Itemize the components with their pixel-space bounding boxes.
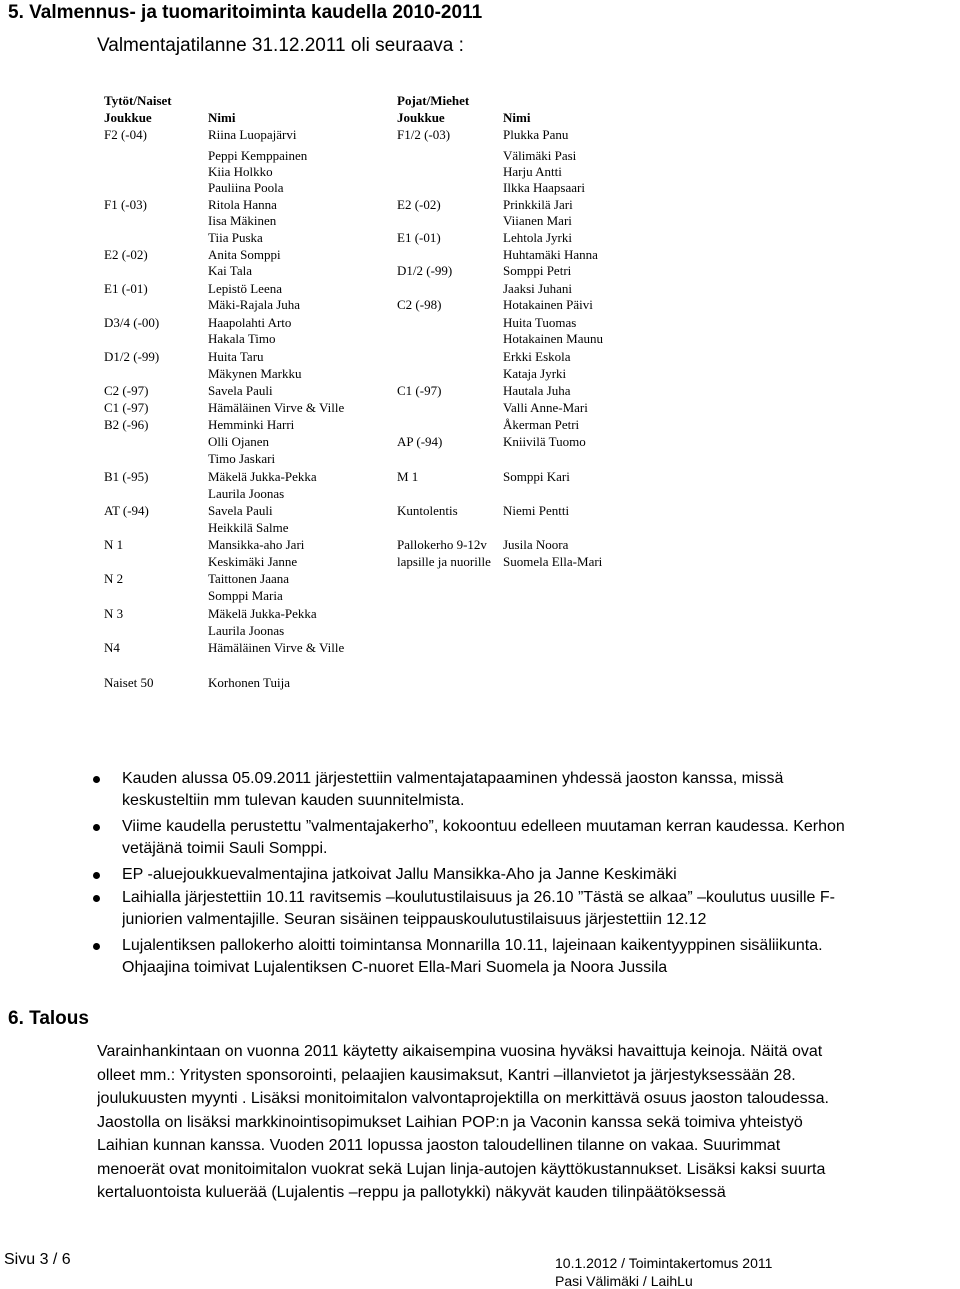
section-6-title: 6. Talous	[8, 1008, 89, 1029]
left-row-name: Hämäläinen Virve & Ville	[208, 640, 345, 655]
left-name-header: Nimi	[208, 110, 236, 125]
right-row-name: Jaaksi Juhani	[503, 281, 572, 296]
right-row-team: D1/2 (-99)	[397, 263, 453, 278]
left-row-name: Mäkelä Jukka-Pekka	[208, 469, 317, 484]
right-row-name: Hotakainen Maunu	[503, 331, 604, 346]
right-row-name: Prinkkilä Jari	[503, 197, 573, 212]
bullet-text-line: Viime kaudella perustettu ”valmentajakerho”, kokoontuu edelleen muutaman kerran kaudessa. Kerhon	[122, 818, 845, 835]
left-row-team: N 2	[104, 571, 124, 586]
left-row-name: Korhonen Tuija	[208, 675, 290, 690]
right-row-name: Somppi Kari	[503, 469, 570, 484]
section-6-line: menoerät ovat monitoimitalon vuokrat sekä Lujan linja-autojen käyttökustannukset. Lisäksi kaksi suurta	[97, 1160, 826, 1178]
right-row-name: Kniivilä Tuomo	[503, 434, 586, 449]
subtitle: Valmentajatilanne 31.12.2011 oli seuraava :	[97, 35, 464, 56]
right-row-team: E2 (-02)	[397, 197, 441, 212]
left-row-name: Iisa Mäkinen	[208, 213, 277, 228]
right-row-name: Valli Anne-Mari	[503, 400, 588, 415]
section-6-line: kertaluontoista kuluerää (Lujalentis –reppu ja pallotykki) näkyvät kauden tilinpäätöksessä	[97, 1184, 726, 1201]
right-row-name: Huita Tuomas	[503, 315, 577, 330]
left-row-name: Tiia Puska	[208, 230, 263, 245]
left-row-team: E1 (-01)	[104, 281, 148, 296]
left-row-name: Riina Luopajärvi	[208, 127, 297, 142]
right-name-header: Nimi	[503, 110, 531, 125]
bullet-text-line: Kauden alussa 05.09.2011 järjestettiin valmentajatapaaminen yhdessä jaoston kanssa, missä	[122, 770, 784, 787]
right-row-name: Jusila Noora	[503, 537, 569, 552]
bullet-text-line: vetäjänä toimii Sauli Somppi.	[122, 840, 328, 857]
left-row-name: Hakala Timo	[208, 331, 276, 346]
right-row-team: C1 (-97)	[397, 383, 442, 398]
bullet-text-line: juniorien valmentajille. Seuran sisäinen teippauskoulutustilaisuus järjestettiin 12.12	[122, 911, 707, 928]
left-row-name: Mansikka-aho Jari	[208, 537, 305, 552]
left-row-team: F2 (-04)	[104, 127, 147, 142]
left-row-name: Huita Taru	[208, 349, 264, 364]
bullet-dot-icon	[93, 943, 100, 950]
footer-document: 10.1.2012 / Toimintakertomus 2011	[555, 1255, 773, 1271]
left-row-team: D1/2 (-99)	[104, 349, 160, 364]
right-row-name: Hotakainen Päivi	[503, 297, 593, 312]
left-row-name: Taittonen Jaana	[208, 571, 290, 586]
bullet-dot-icon	[93, 824, 100, 831]
left-row-name: Keskimäki Janne	[208, 554, 298, 569]
bullet-text-line: Lujalentiksen pallokerho aloitti toimintansa Monnarilla 10.11, lajeinaan kaikentyyppinen sisäliikunta.	[122, 937, 823, 954]
left-row-name: Heikkilä Salme	[208, 520, 289, 535]
left-row-name: Mäkelä Jukka-Pekka	[208, 606, 317, 621]
left-row-name: Peppi Kemppainen	[208, 148, 308, 163]
left-row-name: Kai Tala	[208, 263, 252, 278]
left-row-team: C2 (-97)	[104, 383, 149, 398]
left-row-team: B1 (-95)	[104, 469, 149, 484]
right-row-team: Pallokerho 9-12v	[397, 537, 487, 552]
left-row-team: C1 (-97)	[104, 400, 149, 415]
left-row-team: N 3	[104, 606, 124, 621]
left-row-team: N 1	[104, 537, 124, 552]
right-row-name: Erkki Eskola	[503, 349, 571, 364]
right-row-name: Somppi Petri	[503, 263, 572, 278]
right-row-name: Åkerman Petri	[503, 417, 580, 432]
right-row-team: C2 (-98)	[397, 297, 442, 312]
footer-author: Pasi Välimäki / LaihLu	[555, 1273, 693, 1289]
right-row-name: Niemi Pentti	[503, 503, 570, 518]
right-row-team: Kuntolentis	[397, 503, 458, 518]
left-row-team: D3/4 (-00)	[104, 315, 160, 330]
left-row-name: Somppi Maria	[208, 588, 283, 603]
page-number: Sivu 3 / 6	[4, 1251, 71, 1268]
bullet-text-line: keskusteltiin mm tulevan kauden suunnitelmista.	[122, 792, 465, 809]
left-row-team: B2 (-96)	[104, 417, 149, 432]
left-row-name: Haapolahti Arto	[208, 315, 292, 330]
bullet-text-line: Ohjaajina toimivat Lujalentiksen C-nuoret Ella-Mari Suomela ja Noora Jussila	[122, 959, 668, 976]
left-row-name: Anita Somppi	[208, 247, 281, 262]
right-team-header: Joukkue	[397, 110, 445, 125]
left-row-team: F1 (-03)	[104, 197, 147, 212]
left-row-name: Laurila Joonas	[208, 623, 285, 638]
left-row-name: Timo Jaskari	[208, 451, 276, 466]
section-5-title: 5. Valmennus- ja tuomaritoiminta kaudella 2010-2011	[8, 2, 483, 23]
right-row-name: Välimäki Pasi	[503, 148, 577, 163]
left-row-name: Savela Pauli	[208, 503, 273, 518]
right-row-team: M 1	[397, 469, 419, 484]
section-6-line: joulukuusten myynti . Lisäksi monitoimitalon valvontaprojektilla on merkittävä osuus jaoston taloudessa.	[97, 1090, 829, 1107]
right-row-name: Lehtola Jyrki	[503, 230, 572, 245]
right-row-name: Harju Antti	[503, 164, 562, 179]
right-row-name: Hautala Juha	[503, 383, 571, 398]
section-6-line: Varainhankintaan on vuonna 2011 käytetty aikaisempina vuosina hyväksi havaittuja keinoja. Näitä ovat	[97, 1043, 823, 1060]
left-row-team: N4	[104, 640, 120, 655]
left-row-name: Lepistö Leena	[208, 281, 282, 296]
bullet-dot-icon	[93, 895, 100, 902]
left-row-name: Kiia Holkko	[208, 164, 273, 179]
right-row-team: F1/2 (-03)	[397, 127, 451, 142]
left-row-name: Mäki-Rajala Juha	[208, 297, 301, 312]
section-6-line: Laihian kunnan kanssa. Vuoden 2011 lopussa jaoston taloudellinen tilanne on vakaa. Suurimmat	[97, 1137, 781, 1154]
left-row-name: Ritola Hanna	[208, 197, 277, 212]
left-row-team: E2 (-02)	[104, 247, 148, 262]
right-row-team: E1 (-01)	[397, 230, 441, 245]
right-row-name: Ilkka Haapsaari	[503, 180, 585, 195]
left-row-name: Pauliina Poola	[208, 180, 284, 195]
right-row-team: lapsille ja nuorille	[397, 554, 491, 569]
left-row-name: Olli Ojanen	[208, 434, 270, 449]
bullet-dot-icon	[93, 776, 100, 783]
right-row-name: Plukka Panu	[503, 127, 569, 142]
left-row-name: Savela Pauli	[208, 383, 273, 398]
bullet-text-line: Laihialla järjestettiin 10.11 ravitsemis –koulutustilaisuus ja 26.10 ”Tästä se alkaa” –koulutus uusille F-	[122, 889, 835, 906]
right-group-header: Pojat/Miehet	[397, 93, 470, 108]
right-row-team: AP (-94)	[397, 434, 443, 449]
left-row-name: Mäkynen Markku	[208, 366, 302, 381]
left-team-header: Joukkue	[104, 110, 152, 125]
section-6-line: Jaostolla on lisäksi markkinointisopimukset Laihian POP:n ja Vaconin kanssa sekä toimiva yhteistyö	[97, 1113, 803, 1131]
left-row-name: Hemminki Harri	[208, 417, 295, 432]
left-row-team: AT (-94)	[104, 503, 149, 518]
bullet-dot-icon	[93, 872, 100, 879]
section-6-line: olleet mm.: Yritysten sponsorointi, pelaajien kausimaksut, Kantri –illanvietot ja järjestyksessään 28.	[97, 1066, 796, 1084]
left-row-name: Hämäläinen Virve & Ville	[208, 400, 345, 415]
right-row-name: Kataja Jyrki	[503, 366, 567, 381]
right-row-name: Viianen Mari	[503, 213, 572, 228]
right-row-name: Huhtamäki Hanna	[503, 247, 598, 262]
left-row-name: Laurila Joonas	[208, 486, 285, 501]
right-row-name: Suomela Ella-Mari	[503, 554, 603, 569]
bullet-text-line: EP -aluejoukkuevalmentajina jatkoivat Jallu Mansikka-Aho ja Janne Keskimäki	[122, 866, 677, 883]
left-group-header: Tytöt/Naiset	[104, 93, 172, 108]
left-row-team: Naiset 50	[104, 675, 154, 690]
